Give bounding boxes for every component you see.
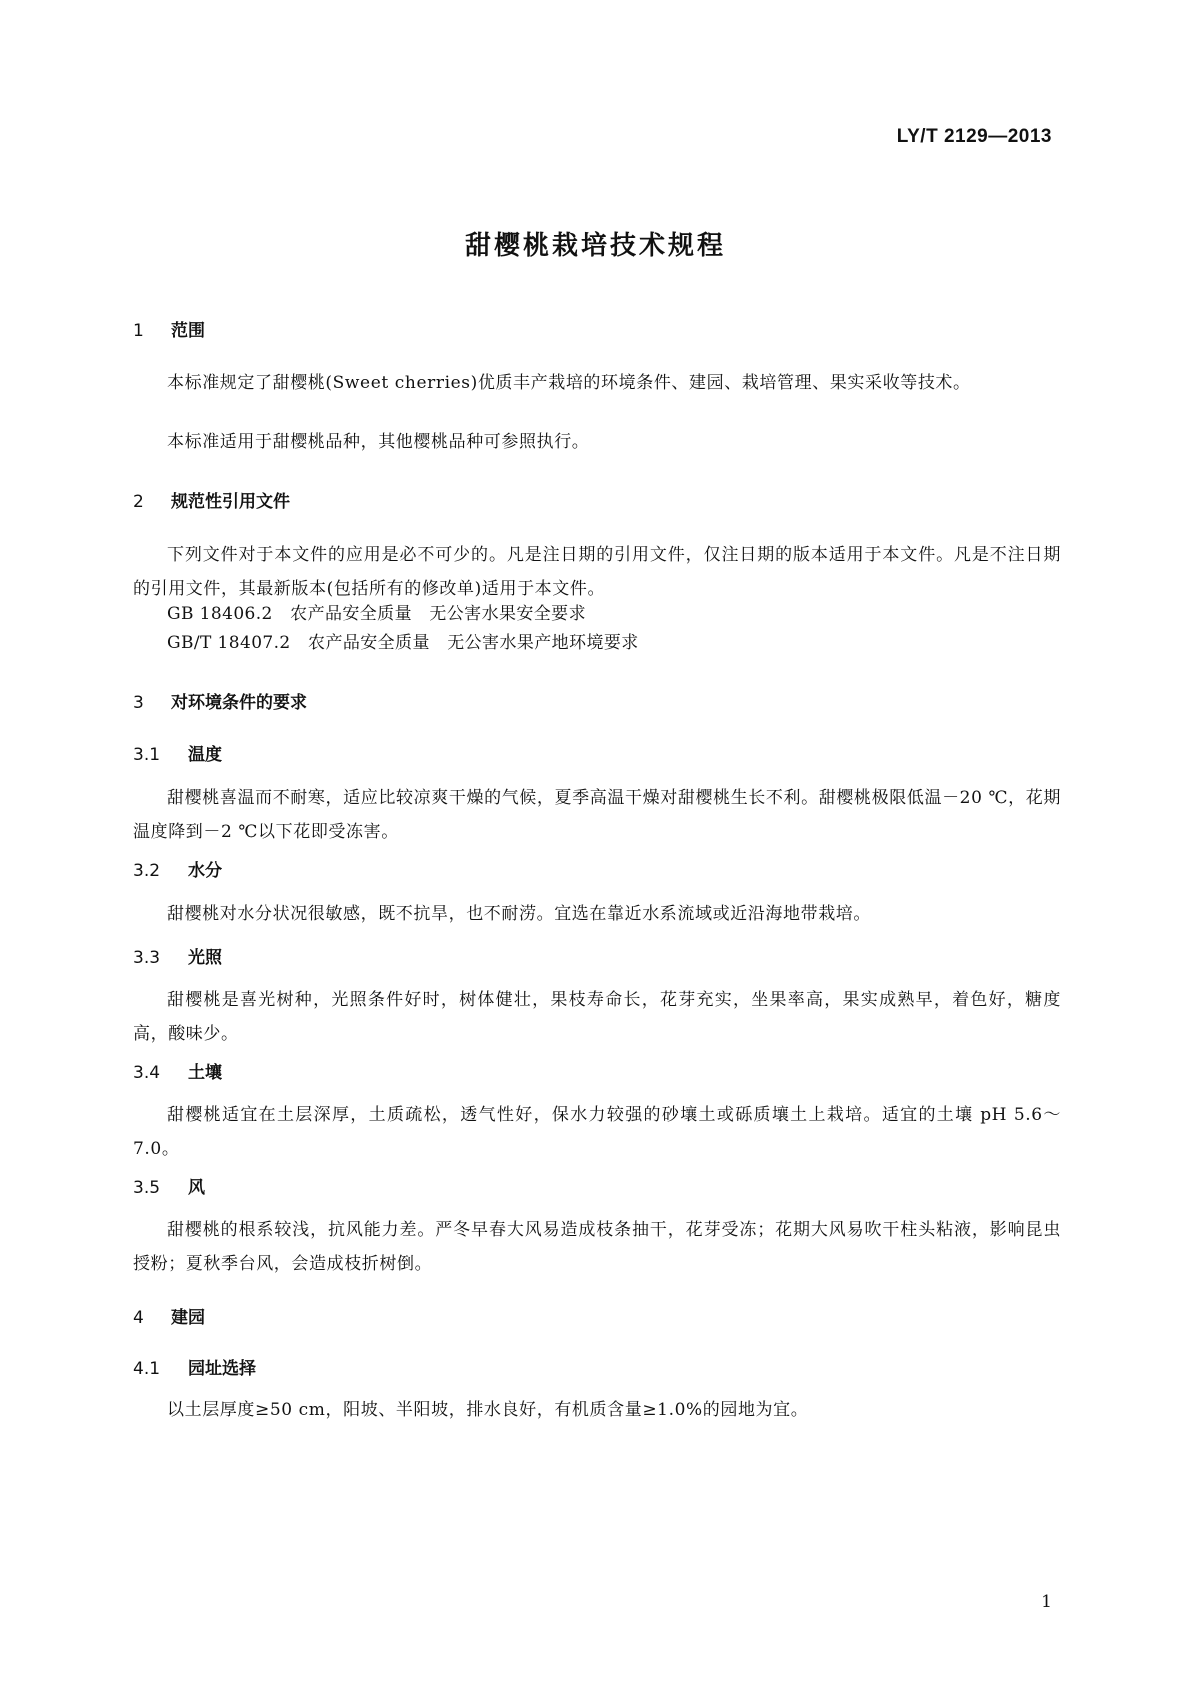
page-number: 1 — [1041, 1592, 1052, 1612]
paragraph: 甜樱桃的根系较浅，抗风能力差。严冬早春大风易造成枝条抽干，花芽受冻；花期大风易吹干柱头粘液，影响昆虫授粉；夏秋季台风，会造成枝折树倒。 — [133, 1220, 1061, 1274]
section-heading-environment — [133, 688, 307, 713]
section-title: 建园 — [171, 1308, 205, 1328]
reference-item: GB 18406.2 农产品安全质量 无公害水果安全要求 — [167, 604, 586, 624]
section-number: 2 — [133, 492, 144, 512]
section-number: 1 — [133, 321, 144, 341]
subsection-heading-wind — [133, 1173, 205, 1198]
paragraph: 甜樱桃是喜光树种，光照条件好时，树体健壮，果枝寿命长，花芽充实，坐果率高，果实成熟早，着色好，糖度高，酸味少。 — [133, 990, 1061, 1044]
subsection-number: 3.5 — [133, 1178, 161, 1198]
paragraph: 本标准规定了甜樱桃(Sweet cherries)优质丰产栽培的环境条件、建园、栽培管理、果实采收等技术。 — [167, 373, 971, 393]
subsection-number: 4.1 — [133, 1359, 161, 1379]
subsection-heading-site-selection — [133, 1354, 256, 1379]
paragraph: 甜樱桃对水分状况很敏感，既不抗旱，也不耐涝。宜选在靠近水系流域或近沿海地带栽培。 — [167, 904, 871, 924]
subsection-heading-water — [133, 856, 222, 881]
section-number: 3 — [133, 693, 144, 713]
paragraph: 本标准适用于甜樱桃品种，其他樱桃品种可参照执行。 — [167, 432, 590, 452]
subsection-title: 温度 — [188, 745, 222, 765]
section-heading-orchard-establishment — [133, 1303, 205, 1328]
subsection-number: 3.4 — [133, 1063, 161, 1083]
subsection-title: 园址选择 — [188, 1359, 256, 1379]
subsection-title: 水分 — [188, 861, 222, 881]
subsection-heading-light — [133, 943, 222, 968]
paragraph: 以土层厚度≥50 cm，阳坡、半阳坡，排水良好，有机质含量≥1.0%的园地为宜。 — [167, 1400, 809, 1420]
subsection-title: 风 — [188, 1178, 205, 1198]
subsection-heading-temperature — [133, 740, 222, 765]
subsection-title: 土壤 — [188, 1063, 222, 1083]
document-title: 甜樱桃栽培技术规程 — [464, 231, 726, 261]
reference-item: GB/T 18407.2 农产品安全质量 无公害水果产地环境要求 — [167, 633, 639, 653]
paragraph: 下列文件对于本文件的应用是必不可少的。凡是注日期的引用文件，仅注日期的版本适用于本文件。凡是不注日期的引用文件，其最新版本(包括所有的修改单)适用于本文件。 — [133, 545, 1061, 599]
subsection-number: 3.1 — [133, 745, 161, 765]
section-title: 范围 — [171, 321, 205, 341]
paragraph: 甜樱桃喜温而不耐寒，适应比较凉爽干燥的气候，夏季高温干燥对甜樱桃生长不利。甜樱桃极限低温－20 ℃，花期温度降到－2 ℃以下花即受冻害。 — [133, 788, 1061, 842]
subsection-number: 3.3 — [133, 948, 161, 968]
subsection-number: 3.2 — [133, 861, 161, 881]
section-title: 对环境条件的要求 — [171, 693, 307, 713]
section-number: 4 — [133, 1308, 144, 1328]
section-title: 规范性引用文件 — [171, 492, 290, 512]
section-heading-normative-references — [133, 487, 290, 512]
subsection-heading-soil — [133, 1058, 222, 1083]
subsection-title: 光照 — [188, 948, 222, 968]
section-heading-scope — [133, 316, 205, 341]
standard-code: LY/T 2129—2013 — [896, 126, 1052, 147]
paragraph: 甜樱桃适宜在土层深厚，土质疏松，透气性好，保水力较强的砂壤土或砾质壤土上栽培。适宜的土壤 pH 5.6～7.0。 — [133, 1105, 1061, 1159]
